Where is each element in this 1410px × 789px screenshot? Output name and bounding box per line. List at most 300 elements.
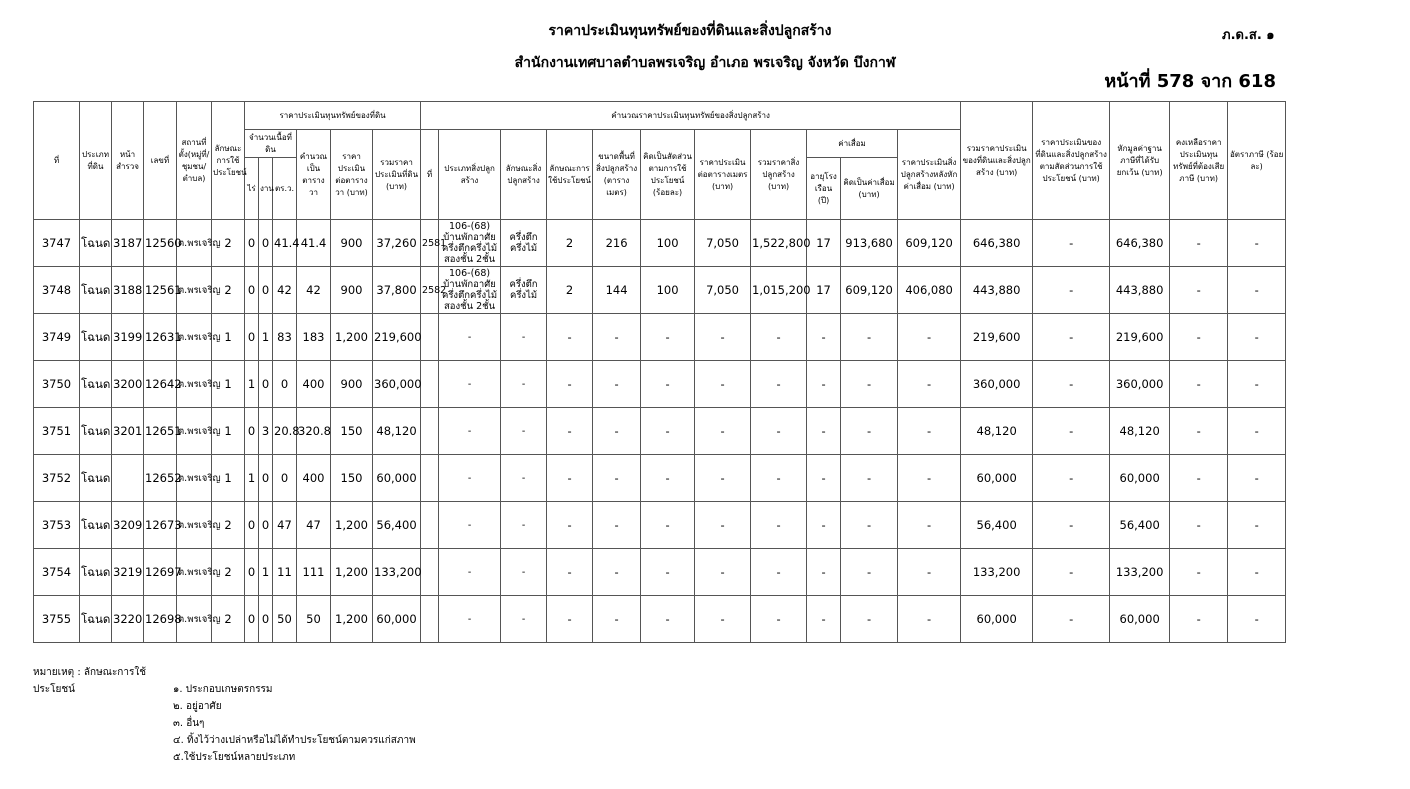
- cell-remaining: -: [1170, 267, 1228, 314]
- cell-tax-rate: -: [1228, 314, 1286, 361]
- cell-land-type: โฉนด: [80, 220, 112, 267]
- cell-building-ratio: -: [641, 314, 695, 361]
- cell-ngan: 0: [259, 361, 273, 408]
- cell-building-total: -: [751, 502, 807, 549]
- cell-depreciation: -: [841, 361, 898, 408]
- cell-depreciation: -: [841, 502, 898, 549]
- cell-grand-total: 360,000: [961, 361, 1033, 408]
- cell-depreciation: 913,680: [841, 220, 898, 267]
- cell-ngan: 1: [259, 314, 273, 361]
- note-item: ๑. ประกอบเกษตรกรรม: [173, 684, 273, 695]
- cell-grand-total: 443,880: [961, 267, 1033, 314]
- cell-sq-wa: 11: [273, 549, 297, 596]
- cell-building-type: -: [439, 549, 501, 596]
- note-item: ๔. ทิ้งไว้ว่างเปล่าหรือไม่ได้ทำประโยชน์ตามควรแก่สภาพ: [173, 735, 416, 746]
- cell-ngan: 0: [259, 220, 273, 267]
- cell-deduction: 360,000: [1110, 361, 1170, 408]
- cell-rai: 0: [245, 596, 259, 643]
- col-grand-total: รวมราคาประเมินของที่ดินและสิ่งปลูกสร้าง (บาท): [961, 102, 1033, 220]
- cell-building-type: 106-(68) บ้านพักอาศัยครึ่งตึกครึ่งไม้สองชั้น 2ชั้น: [439, 220, 501, 267]
- cell-location: ต.พรเจริญ: [177, 267, 212, 314]
- cell-age: -: [807, 455, 841, 502]
- cell-building-area: -: [593, 596, 641, 643]
- note-item: ๓. อื่นๆ: [173, 718, 205, 729]
- cell-building-ratio: -: [641, 361, 695, 408]
- cell-deduction: 133,200: [1110, 549, 1170, 596]
- cell-building-area: -: [593, 549, 641, 596]
- cell-land-total: 48,120: [373, 408, 421, 455]
- cell-ngan: 3: [259, 408, 273, 455]
- col-deed-no: เลขที่: [144, 102, 177, 220]
- cell-deed-no: 12651: [144, 408, 177, 455]
- col-building-price-sqm: ราคาประเมินต่อตารางเมตร (บาท): [695, 130, 751, 220]
- cell-total-sq-wa: 111: [297, 549, 331, 596]
- cell-tax-rate: -: [1228, 455, 1286, 502]
- cell-land-use: 1: [212, 361, 245, 408]
- cell-deed-no: 12642: [144, 361, 177, 408]
- cell-building-price-sqm: -: [695, 361, 751, 408]
- cell-proportional-value: -: [1033, 596, 1110, 643]
- cell-deed-no: 12673: [144, 502, 177, 549]
- cell-land-use: 2: [212, 220, 245, 267]
- cell-land-total: 360,000: [373, 361, 421, 408]
- cell-building-no: [421, 408, 439, 455]
- cell-building-character: -: [501, 596, 547, 643]
- col-no: ที่: [34, 102, 80, 220]
- cell-deed-no: 12697: [144, 549, 177, 596]
- cell-grand-total: 60,000: [961, 455, 1033, 502]
- col-building-after-dep: ราคาประเมินสิ่งปลูกสร้างหลังหักค่าเสื่อม (บาท): [898, 130, 961, 220]
- cell-grand-total: 133,200: [961, 549, 1033, 596]
- col-building-no: ที่: [421, 130, 439, 220]
- cell-location: ต.พรเจริญ: [177, 502, 212, 549]
- cell-total-sq-wa: 400: [297, 455, 331, 502]
- table-row: [34, 314, 1338, 361]
- cell-price-per-wa: 900: [331, 220, 373, 267]
- cell-building-price-sqm: 7,050: [695, 267, 751, 314]
- document-title: ราคาประเมินทุนทรัพย์ของที่ดินและสิ่งปลูกสร้าง: [548, 23, 832, 39]
- cell-building-no: [421, 549, 439, 596]
- cell-building-type: -: [439, 408, 501, 455]
- cell-remaining: -: [1170, 361, 1228, 408]
- cell-proportional-value: -: [1033, 408, 1110, 455]
- cell-land-type: โฉนด: [80, 596, 112, 643]
- cell-building-area: -: [593, 455, 641, 502]
- cell-grand-total: 646,380: [961, 220, 1033, 267]
- cell-building-type: -: [439, 455, 501, 502]
- cell-building-use: 2: [547, 267, 593, 314]
- cell-land-type: โฉนด: [80, 549, 112, 596]
- col-location: สถานที่ตั้ง(หมู่ที่/ชุมชน/ตำบล): [177, 102, 212, 220]
- cell-deduction: 219,600: [1110, 314, 1170, 361]
- cell-ngan: 0: [259, 596, 273, 643]
- cell-building-no: 2582: [421, 267, 439, 314]
- col-ngan: งาน: [259, 158, 273, 220]
- cell-rai: 0: [245, 502, 259, 549]
- cell-building-character: ครึ่งตึกครึ่งไม้: [501, 267, 547, 314]
- cell-building-after-dep: -: [898, 549, 961, 596]
- cell-building-type: -: [439, 314, 501, 361]
- cell-proportional-value: -: [1033, 549, 1110, 596]
- cell-survey-page: 3188: [112, 267, 144, 314]
- cell-building-price-sqm: 7,050: [695, 220, 751, 267]
- cell-building-area: -: [593, 314, 641, 361]
- cell-location: ต.พรเจริญ: [177, 408, 212, 455]
- cell-building-after-dep: -: [898, 455, 961, 502]
- cell-land-total: 133,200: [373, 549, 421, 596]
- col-age: อายุโรงเรือน (ปี): [807, 158, 841, 220]
- col-sq-wa: ตร.ว.: [273, 158, 297, 220]
- cell-building-area: -: [593, 502, 641, 549]
- cell-age: -: [807, 596, 841, 643]
- cell-building-no: [421, 596, 439, 643]
- group-area: จำนวนเนื้อที่ดิน: [245, 130, 297, 158]
- cell-survey-page: 3187: [112, 220, 144, 267]
- cell-rai: 0: [245, 314, 259, 361]
- cell-building-price-sqm: -: [695, 314, 751, 361]
- cell-age: -: [807, 361, 841, 408]
- group-building: คำนวณราคาประเมินทุนทรัพย์ของสิ่งปลูกสร้าง: [421, 102, 961, 130]
- cell-survey-page: 3200: [112, 361, 144, 408]
- table-row: [34, 408, 1338, 455]
- cell-price-per-wa: 1,200: [331, 549, 373, 596]
- cell-remaining: -: [1170, 408, 1228, 455]
- col-remaining: คงเหลือราคาประเมินทุนทรัพย์ที่ต้องเสียภาษี (บาท): [1170, 102, 1228, 220]
- cell-total-sq-wa: 400: [297, 361, 331, 408]
- cell-price-per-wa: 150: [331, 455, 373, 502]
- cell-building-area: 216: [593, 220, 641, 267]
- cell-building-type: -: [439, 361, 501, 408]
- document-subtitle: สำนักงานเทศบาลตำบลพรเจริญ อำเภอ พรเจริญ จังหวัด บึงกาฬ: [514, 55, 896, 71]
- col-building-area: ขนาดพื้นที่สิ่งปลูกสร้าง (ตารางเมตร): [593, 130, 641, 220]
- cell-building-total: -: [751, 455, 807, 502]
- cell-ngan: 0: [259, 502, 273, 549]
- cell-no: 3753: [34, 502, 80, 549]
- cell-sq-wa: 41.4: [273, 220, 297, 267]
- cell-proportional-value: -: [1033, 267, 1110, 314]
- col-building-ratio: คิดเป็นสัดส่วนตามการใช้ประโยชน์ (ร้อยละ): [641, 130, 695, 220]
- cell-deduction: 48,120: [1110, 408, 1170, 455]
- table-row: [34, 502, 1338, 549]
- col-tax-rate: อัตราภาษี (ร้อยละ): [1228, 102, 1286, 220]
- assessment-table: [33, 101, 1338, 643]
- cell-building-no: 2581: [421, 220, 439, 267]
- cell-location: ต.พรเจริญ: [177, 596, 212, 643]
- cell-building-type: -: [439, 596, 501, 643]
- cell-building-use: -: [547, 408, 593, 455]
- cell-remaining: -: [1170, 220, 1228, 267]
- cell-price-per-wa: 1,200: [331, 314, 373, 361]
- cell-building-type: -: [439, 502, 501, 549]
- group-depreciation: ค่าเสื่อม: [807, 130, 898, 158]
- cell-land-type: โฉนด: [80, 408, 112, 455]
- col-building-use: ลักษณะการใช้ประโยชน์: [547, 130, 593, 220]
- cell-total-sq-wa: 320.8: [297, 408, 331, 455]
- cell-building-after-dep: -: [898, 408, 961, 455]
- cell-building-use: -: [547, 596, 593, 643]
- cell-proportional-value: -: [1033, 455, 1110, 502]
- cell-building-area: -: [593, 361, 641, 408]
- cell-total-sq-wa: 41.4: [297, 220, 331, 267]
- cell-building-after-dep: -: [898, 596, 961, 643]
- cell-building-no: [421, 502, 439, 549]
- cell-depreciation: -: [841, 455, 898, 502]
- note-item: ๒. อยู่อาศัย: [173, 701, 222, 712]
- cell-grand-total: 56,400: [961, 502, 1033, 549]
- cell-building-area: -: [593, 408, 641, 455]
- cell-deed-no: 12631: [144, 314, 177, 361]
- cell-tax-rate: -: [1228, 549, 1286, 596]
- cell-building-no: [421, 361, 439, 408]
- cell-land-total: 219,600: [373, 314, 421, 361]
- cell-land-total: 60,000: [373, 455, 421, 502]
- cell-sq-wa: 42: [273, 267, 297, 314]
- col-total-sq-wa: คำนวณเป็นตารางวา: [297, 130, 331, 220]
- cell-proportional-value: -: [1033, 361, 1110, 408]
- cell-ngan: 0: [259, 267, 273, 314]
- cell-land-use: 2: [212, 549, 245, 596]
- cell-land-use: 1: [212, 408, 245, 455]
- cell-building-total: -: [751, 314, 807, 361]
- cell-land-type: โฉนด: [80, 361, 112, 408]
- cell-location: ต.พรเจริญ: [177, 549, 212, 596]
- col-price-per-wa: ราคาประเมินต่อตารางวา (บาท): [331, 130, 373, 220]
- cell-building-no: [421, 455, 439, 502]
- cell-rai: 1: [245, 455, 259, 502]
- cell-building-after-dep: -: [898, 502, 961, 549]
- cell-building-price-sqm: -: [695, 549, 751, 596]
- cell-survey-page: 3209: [112, 502, 144, 549]
- col-depreciation: คิดเป็นค่าเสื่อม (บาท): [841, 158, 898, 220]
- cell-land-type: โฉนด: [80, 314, 112, 361]
- cell-building-ratio: -: [641, 596, 695, 643]
- notes: [33, 664, 416, 766]
- cell-grand-total: 48,120: [961, 408, 1033, 455]
- cell-location: ต.พรเจริญ: [177, 220, 212, 267]
- cell-building-total: -: [751, 596, 807, 643]
- cell-building-use: -: [547, 549, 593, 596]
- cell-building-ratio: -: [641, 549, 695, 596]
- cell-remaining: -: [1170, 549, 1228, 596]
- cell-depreciation: -: [841, 549, 898, 596]
- cell-tax-rate: -: [1228, 502, 1286, 549]
- cell-price-per-wa: 1,200: [331, 502, 373, 549]
- col-building-character: ลักษณะสิ่งปลูกสร้าง: [501, 130, 547, 220]
- cell-building-use: -: [547, 314, 593, 361]
- cell-no: 3754: [34, 549, 80, 596]
- cell-remaining: -: [1170, 502, 1228, 549]
- cell-survey-page: 3201: [112, 408, 144, 455]
- cell-deed-no: 12698: [144, 596, 177, 643]
- cell-building-total: 1,522,800: [751, 220, 807, 267]
- cell-building-after-dep: 406,080: [898, 267, 961, 314]
- cell-sq-wa: 20.8: [273, 408, 297, 455]
- cell-location: ต.พรเจริญ: [177, 361, 212, 408]
- cell-building-after-dep: -: [898, 314, 961, 361]
- cell-building-character: -: [501, 408, 547, 455]
- cell-land-use: 1: [212, 455, 245, 502]
- cell-location: ต.พรเจริญ: [177, 455, 212, 502]
- cell-remaining: -: [1170, 314, 1228, 361]
- col-proportional-value: ราคาประเมินของที่ดินและสิ่งปลูกสร้างตามสัดส่วนการใช้ประโยชน์ (บาท): [1033, 102, 1110, 220]
- cell-building-price-sqm: -: [695, 502, 751, 549]
- cell-ngan: 0: [259, 455, 273, 502]
- cell-deed-no: 12652: [144, 455, 177, 502]
- cell-survey-page: 3199: [112, 314, 144, 361]
- table-row: [34, 267, 1338, 314]
- cell-building-use: -: [547, 502, 593, 549]
- cell-land-use: 2: [212, 596, 245, 643]
- cell-building-ratio: -: [641, 455, 695, 502]
- page-number: หน้าที่ 578 จาก 618: [1104, 71, 1276, 92]
- cell-price-per-wa: 900: [331, 267, 373, 314]
- cell-land-total: 37,800: [373, 267, 421, 314]
- notes-label: หมายเหตุ : ลักษณะการใช้ประโยชน์: [33, 667, 147, 695]
- cell-total-sq-wa: 183: [297, 314, 331, 361]
- cell-land-total: 60,000: [373, 596, 421, 643]
- cell-land-total: 37,260: [373, 220, 421, 267]
- cell-building-character: ครึ่งตึกครึ่งไม้: [501, 220, 547, 267]
- cell-survey-page: 3220: [112, 596, 144, 643]
- cell-deduction: 443,880: [1110, 267, 1170, 314]
- cell-proportional-value: -: [1033, 220, 1110, 267]
- cell-total-sq-wa: 47: [297, 502, 331, 549]
- cell-total-sq-wa: 50: [297, 596, 331, 643]
- cell-sq-wa: 47: [273, 502, 297, 549]
- table-row: [34, 220, 1338, 267]
- cell-building-character: -: [501, 314, 547, 361]
- cell-deduction: 60,000: [1110, 455, 1170, 502]
- cell-no: 3751: [34, 408, 80, 455]
- cell-building-total: -: [751, 361, 807, 408]
- col-land-type: ประเภทที่ดิน: [80, 102, 112, 220]
- cell-proportional-value: -: [1033, 502, 1110, 549]
- cell-building-use: -: [547, 455, 593, 502]
- cell-building-area: 144: [593, 267, 641, 314]
- form-code: ภ.ด.ส. ๑: [1222, 28, 1275, 43]
- cell-deed-no: 12561: [144, 267, 177, 314]
- cell-grand-total: 60,000: [961, 596, 1033, 643]
- cell-tax-rate: -: [1228, 596, 1286, 643]
- cell-building-price-sqm: -: [695, 455, 751, 502]
- cell-deduction: 56,400: [1110, 502, 1170, 549]
- cell-building-after-dep: 609,120: [898, 220, 961, 267]
- table-row: [34, 361, 1338, 408]
- cell-depreciation: 609,120: [841, 267, 898, 314]
- cell-no: 3747: [34, 220, 80, 267]
- cell-rai: 0: [245, 408, 259, 455]
- cell-land-type: โฉนด: [80, 502, 112, 549]
- note-item: ๕.ใช้ประโยชน์หลายประเภท: [173, 752, 296, 763]
- col-building-type: ประเภทสิ่งปลูกสร้าง: [439, 130, 501, 220]
- cell-no: 3748: [34, 267, 80, 314]
- cell-price-per-wa: 150: [331, 408, 373, 455]
- cell-building-total: -: [751, 408, 807, 455]
- cell-building-ratio: 100: [641, 267, 695, 314]
- cell-land-type: โฉนด: [80, 267, 112, 314]
- cell-building-total: -: [751, 549, 807, 596]
- col-land-use: ลักษณะการใช้ประโยชน์: [212, 102, 245, 220]
- cell-building-ratio: 100: [641, 220, 695, 267]
- cell-land-use: 2: [212, 267, 245, 314]
- table-row: [34, 596, 1338, 643]
- cell-age: -: [807, 408, 841, 455]
- cell-no: 3749: [34, 314, 80, 361]
- cell-tax-rate: -: [1228, 267, 1286, 314]
- cell-building-use: -: [547, 361, 593, 408]
- cell-building-price-sqm: -: [695, 408, 751, 455]
- cell-age: 17: [807, 267, 841, 314]
- cell-building-type: 106-(68) บ้านพักอาศัยครึ่งตึกครึ่งไม้สองชั้น 2ชั้น: [439, 267, 501, 314]
- cell-ngan: 1: [259, 549, 273, 596]
- cell-sq-wa: 0: [273, 455, 297, 502]
- cell-survey-page: 3219: [112, 549, 144, 596]
- cell-land-type: โฉนด: [80, 455, 112, 502]
- cell-age: 17: [807, 220, 841, 267]
- col-building-total: รวมราคาสิ่งปลูกสร้าง (บาท): [751, 130, 807, 220]
- cell-remaining: -: [1170, 596, 1228, 643]
- cell-proportional-value: -: [1033, 314, 1110, 361]
- cell-age: -: [807, 502, 841, 549]
- cell-building-character: -: [501, 502, 547, 549]
- cell-price-per-wa: 900: [331, 361, 373, 408]
- cell-grand-total: 219,600: [961, 314, 1033, 361]
- cell-depreciation: -: [841, 408, 898, 455]
- cell-location: ต.พรเจริญ: [177, 314, 212, 361]
- cell-building-total: 1,015,200: [751, 267, 807, 314]
- cell-tax-rate: -: [1228, 361, 1286, 408]
- col-rai: ไร่: [245, 158, 259, 220]
- cell-sq-wa: 83: [273, 314, 297, 361]
- table-row: [34, 549, 1338, 596]
- cell-deduction: 646,380: [1110, 220, 1170, 267]
- cell-depreciation: -: [841, 596, 898, 643]
- cell-sq-wa: 0: [273, 361, 297, 408]
- cell-building-character: -: [501, 549, 547, 596]
- cell-rai: 0: [245, 220, 259, 267]
- table-row: [34, 455, 1338, 502]
- cell-no: 3755: [34, 596, 80, 643]
- cell-land-total: 56,400: [373, 502, 421, 549]
- col-deduction: หักมูลค่าฐานภาษีที่ได้รับยกเว้น (บาท): [1110, 102, 1170, 220]
- cell-no: 3752: [34, 455, 80, 502]
- cell-land-use: 1: [212, 314, 245, 361]
- cell-deduction: 60,000: [1110, 596, 1170, 643]
- cell-remaining: -: [1170, 455, 1228, 502]
- cell-tax-rate: -: [1228, 220, 1286, 267]
- cell-price-per-wa: 1,200: [331, 596, 373, 643]
- cell-building-character: -: [501, 361, 547, 408]
- cell-building-character: -: [501, 455, 547, 502]
- cell-building-ratio: -: [641, 502, 695, 549]
- cell-no: 3750: [34, 361, 80, 408]
- group-land: ราคาประเมินทุนทรัพย์ของที่ดิน: [245, 102, 421, 130]
- cell-building-no: [421, 314, 439, 361]
- cell-depreciation: -: [841, 314, 898, 361]
- cell-land-use: 2: [212, 502, 245, 549]
- cell-age: -: [807, 549, 841, 596]
- cell-building-ratio: -: [641, 408, 695, 455]
- cell-tax-rate: -: [1228, 408, 1286, 455]
- cell-sq-wa: 50: [273, 596, 297, 643]
- cell-rai: 0: [245, 549, 259, 596]
- cell-rai: 1: [245, 361, 259, 408]
- col-survey-page: หน้าสำรวจ: [112, 102, 144, 220]
- cell-building-use: 2: [547, 220, 593, 267]
- cell-building-after-dep: -: [898, 361, 961, 408]
- cell-rai: 0: [245, 267, 259, 314]
- cell-survey-page: [112, 455, 144, 502]
